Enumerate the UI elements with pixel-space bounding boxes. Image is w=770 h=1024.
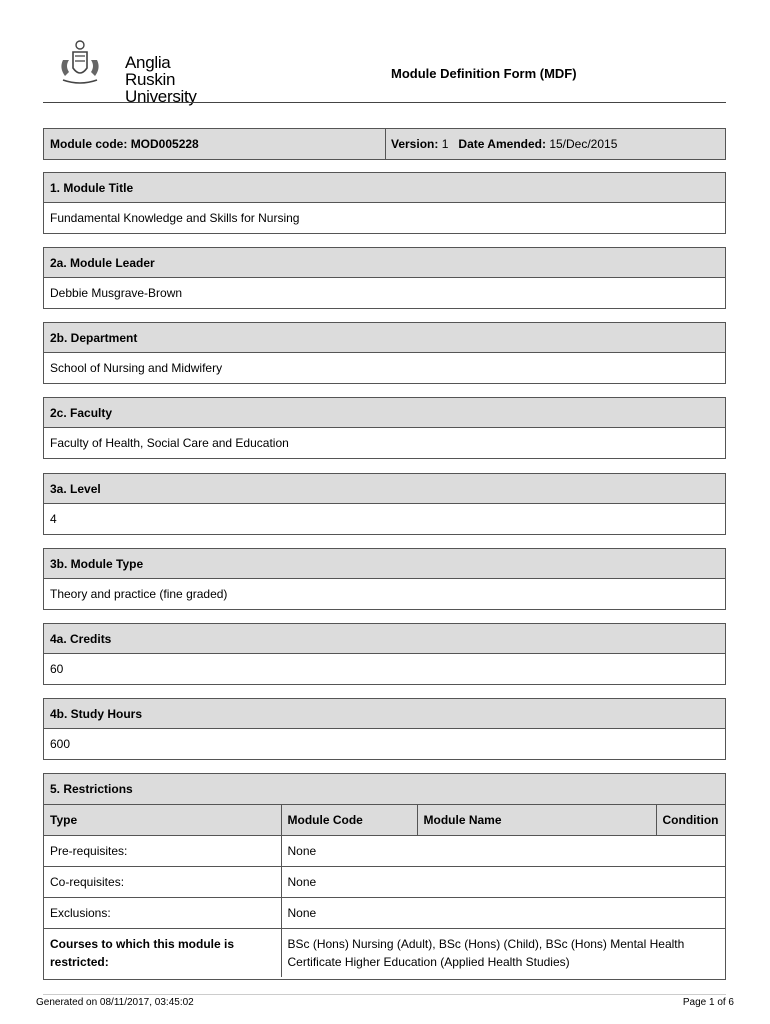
section-credits [43,623,726,685]
section-restrictions [43,773,726,980]
column-header-module-name: Module Name [417,805,656,836]
table-row [44,867,725,898]
section-module-leader [43,247,726,309]
section-title: 4a. Credits [44,624,725,654]
restriction-code: None [281,867,725,898]
section-value: Theory and practice (fine graded) [50,587,228,601]
section-title: 4b. Study Hours [44,699,725,729]
column-header-type: Type [44,805,281,836]
restriction-courses-line-2: Certificate Higher Education (Applied Health Studies) [287,954,570,969]
column-header-condition: Condition [656,805,725,836]
table-row [44,836,725,867]
section-title: 5. Restrictions [44,774,725,804]
restriction-courses-line-1: BSc (Hons) Nursing (Adult), BSc (Hons) (Child), BSc (Hons) Mental Health [287,936,685,951]
section-title: 2a. Module Leader [44,248,725,278]
module-code-value: MOD005228 [130,137,199,151]
section-title: 2b. Department [44,323,725,353]
section-value: 4 [50,512,57,526]
version-label: Version: [391,137,439,151]
restriction-type-line-2: restricted: [50,954,109,969]
logo-line-2: University [125,87,197,106]
section-level [43,473,726,535]
column-header-module-code: Module Code [281,805,417,836]
restrictions-table [44,804,725,977]
header-divider [43,102,726,103]
logo-line-1: Anglia Ruskin [125,53,176,89]
table-row [44,898,725,929]
section-department [43,322,726,384]
crest-icon [55,38,115,90]
restriction-type [44,929,281,977]
section-value: 600 [50,737,71,751]
section-value: Fundamental Knowledge and Skills for Nursing [50,211,300,225]
footer-divider [43,994,726,995]
section-faculty [43,397,726,459]
restriction-type-line-1: Courses to which this module is [50,936,235,951]
module-code-row [43,128,726,160]
form-title: Module Definition Form (MDF) [391,66,577,81]
version-value: 1 [441,137,449,151]
module-code-cell [44,129,386,159]
section-study-hours [43,698,726,760]
date-amended-value: 15/Dec/2015 [549,137,618,151]
restriction-type: Exclusions: [44,898,281,929]
restriction-code: None [281,898,725,929]
restriction-courses [281,929,725,977]
page-number: Page 1 of 6 [682,997,734,1008]
restriction-type: Pre-requisites: [44,836,281,867]
generated-timestamp: Generated on 08/11/2017, 03:45:02 [36,997,194,1008]
section-value: Faculty of Health, Social Care and Education [50,436,289,450]
university-logo [55,38,225,106]
module-code-label: Module code: [50,137,128,151]
section-title: 2c. Faculty [44,398,725,428]
section-module-type [43,548,726,610]
section-title: 1. Module Title [44,173,725,203]
section-title: 3b. Module Type [44,549,725,579]
section-value: Debbie Musgrave-Brown [50,286,183,300]
restriction-code: None [281,836,725,867]
table-header-row [44,805,725,836]
section-title: 3a. Level [44,474,725,504]
section-module-title [43,172,726,234]
version-cell [386,129,617,159]
section-value: School of Nursing and Midwifery [50,361,223,375]
date-amended-label: Date Amended: [458,137,546,151]
table-row [44,929,725,977]
restriction-type: Co-requisites: [44,867,281,898]
section-value: 60 [50,662,64,676]
